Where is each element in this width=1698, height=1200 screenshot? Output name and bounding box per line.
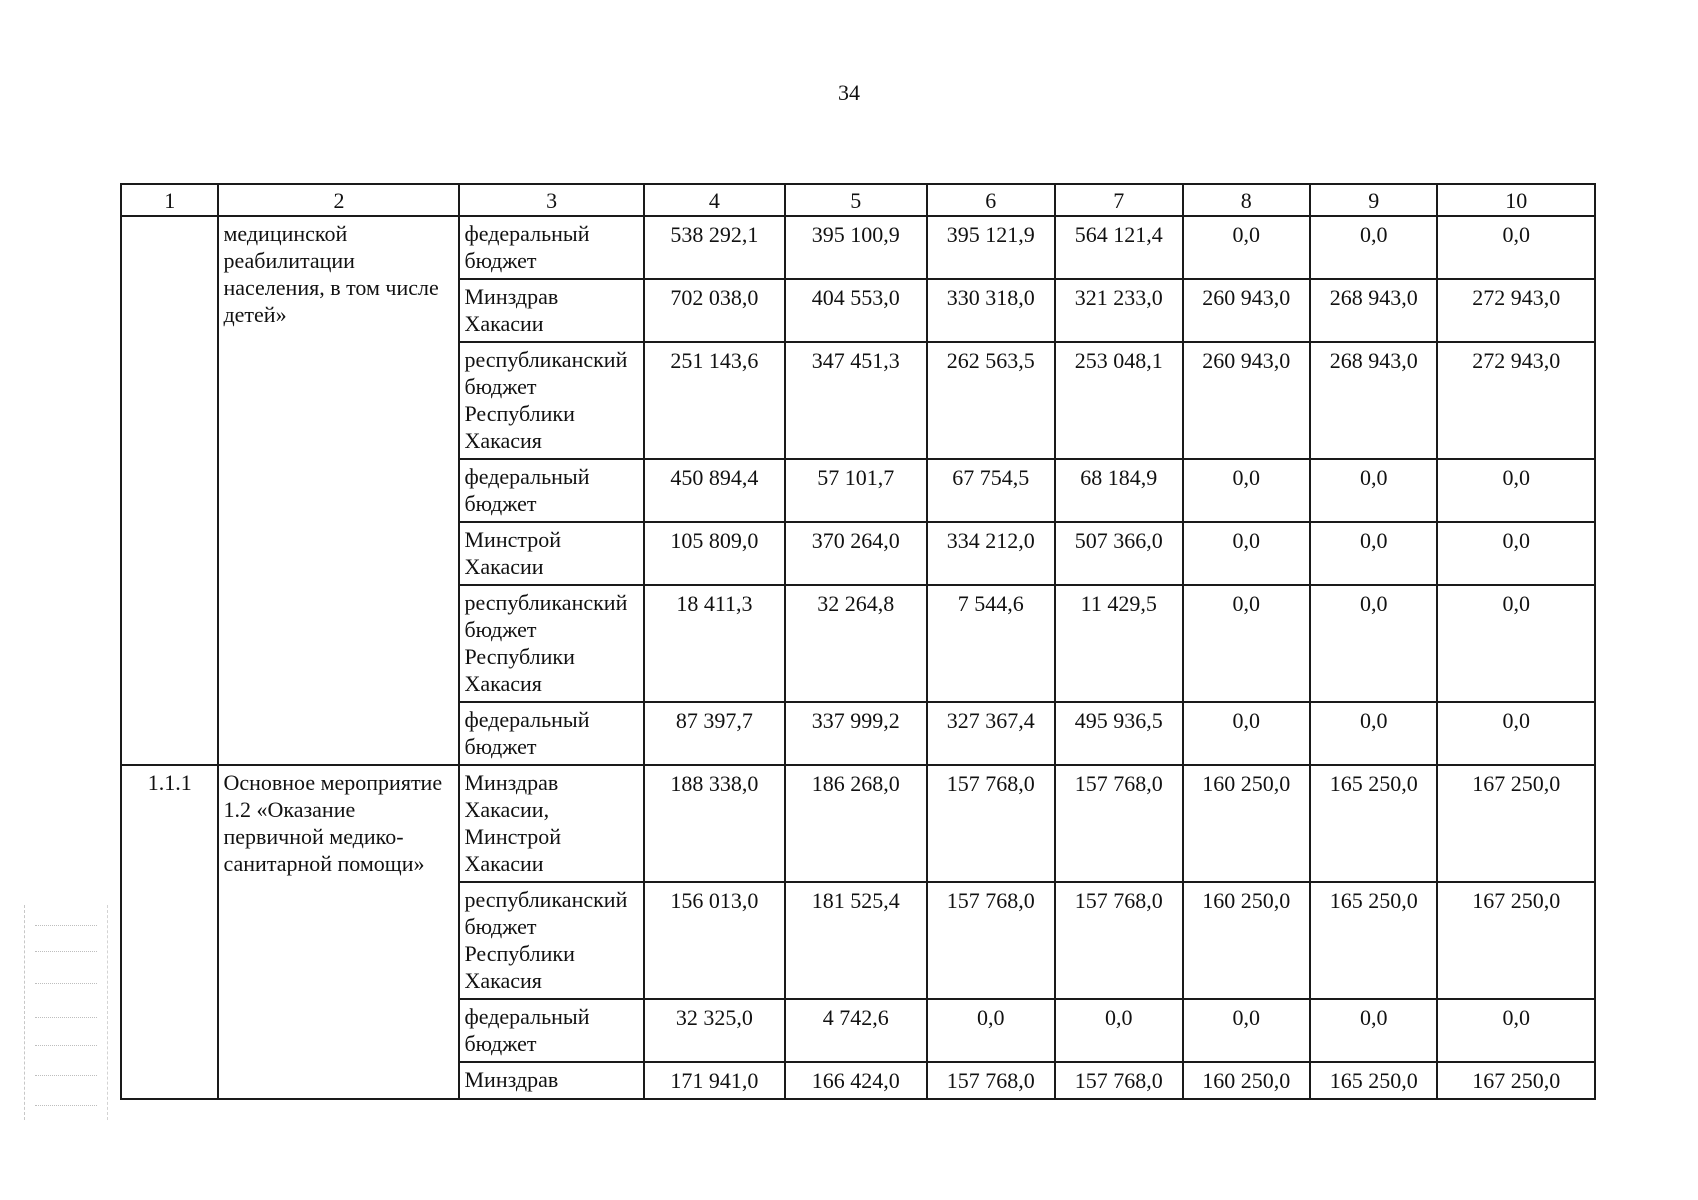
amount-cell-col7: 564 121,4 [1055,216,1182,279]
amount-cell-col10: 0,0 [1437,216,1595,279]
amount-cell-col5: 186 268,0 [785,765,926,882]
amount-cell-col4: 87 397,7 [644,702,785,765]
amount-cell-col8: 0,0 [1183,459,1310,522]
amount-cell-col6: 395 121,9 [927,216,1056,279]
amount-cell-col10: 0,0 [1437,702,1595,765]
amount-cell-col9: 0,0 [1310,522,1437,585]
amount-cell-col10: 0,0 [1437,999,1595,1062]
column-header-3: 3 [459,184,643,216]
column-header-5: 5 [785,184,926,216]
funding-source-cell: Минздрав [459,1062,643,1099]
header-row [121,184,1595,216]
funding-source-cell: республиканский бюджет Республики Хакасия [459,882,643,999]
funding-source-cell: федеральный бюджет [459,459,643,522]
amount-cell-col8: 0,0 [1183,702,1310,765]
amount-cell-col7: 321 233,0 [1055,279,1182,342]
amount-cell-col6: 157 768,0 [927,1062,1056,1099]
amount-cell-col5: 4 742,6 [785,999,926,1062]
amount-cell-col6: 0,0 [927,999,1056,1062]
column-header-9: 9 [1310,184,1437,216]
amount-cell-col7: 157 768,0 [1055,765,1182,882]
amount-cell-col6: 157 768,0 [927,765,1056,882]
amount-cell-col10: 167 250,0 [1437,765,1595,882]
funding-source-cell: Минздрав Хакасии, Минстрой Хакасии [459,765,643,882]
column-header-4: 4 [644,184,785,216]
amount-cell-col5: 337 999,2 [785,702,926,765]
funding-source-cell: республиканский бюджет Республики Хакасия [459,342,643,459]
amount-cell-col9: 0,0 [1310,459,1437,522]
table-body [121,184,1595,1099]
funding-source-cell: Минздрав Хакасии [459,279,643,342]
item-name-cell: медицинской реабилитации населения, в том числе детей» [218,216,459,765]
item-name-cell: Основное мероприятие 1.2 «Оказание первичной медико-санитарной помощи» [218,765,459,1099]
amount-cell-col7: 507 366,0 [1055,522,1182,585]
item-number-cell [121,216,218,765]
amount-cell-col7: 157 768,0 [1055,1062,1182,1099]
amount-cell-col7: 68 184,9 [1055,459,1182,522]
amount-cell-col9: 165 250,0 [1310,882,1437,999]
amount-cell-col5: 404 553,0 [785,279,926,342]
budget-table [120,183,1596,1100]
amount-cell-col6: 262 563,5 [927,342,1056,459]
amount-cell-col4: 702 038,0 [644,279,785,342]
amount-cell-col10: 167 250,0 [1437,1062,1595,1099]
funding-source-cell: федеральный бюджет [459,999,643,1062]
column-header-8: 8 [1183,184,1310,216]
amount-cell-col10: 0,0 [1437,459,1595,522]
amount-cell-col4: 171 941,0 [644,1062,785,1099]
amount-cell-col8: 0,0 [1183,522,1310,585]
amount-cell-col8: 0,0 [1183,999,1310,1062]
amount-cell-col5: 347 451,3 [785,342,926,459]
funding-source-cell: Минстрой Хакасии [459,522,643,585]
amount-cell-col5: 370 264,0 [785,522,926,585]
amount-cell-col9: 268 943,0 [1310,279,1437,342]
amount-cell-col10: 272 943,0 [1437,342,1595,459]
amount-cell-col4: 32 325,0 [644,999,785,1062]
amount-cell-col4: 105 809,0 [644,522,785,585]
amount-cell-col8: 260 943,0 [1183,279,1310,342]
amount-cell-col5: 395 100,9 [785,216,926,279]
column-header-1: 1 [121,184,218,216]
column-header-6: 6 [927,184,1056,216]
amount-cell-col7: 0,0 [1055,999,1182,1062]
margin-stamp-mark [24,905,108,1120]
item-number-cell: 1.1.1 [121,765,218,1099]
amount-cell-col4: 156 013,0 [644,882,785,999]
amount-cell-col5: 166 424,0 [785,1062,926,1099]
amount-cell-col6: 157 768,0 [927,882,1056,999]
amount-cell-col10: 167 250,0 [1437,882,1595,999]
funding-source-cell: федеральный бюджет [459,702,643,765]
funding-source-cell: федеральный бюджет [459,216,643,279]
column-header-7: 7 [1055,184,1182,216]
amount-cell-col8: 0,0 [1183,585,1310,702]
amount-cell-col6: 334 212,0 [927,522,1056,585]
amount-cell-col7: 253 048,1 [1055,342,1182,459]
amount-cell-col8: 160 250,0 [1183,765,1310,882]
column-header-2: 2 [218,184,459,216]
amount-cell-col9: 165 250,0 [1310,765,1437,882]
page-number: 34 [838,80,860,105]
amount-cell-col9: 165 250,0 [1310,1062,1437,1099]
column-header-10: 10 [1437,184,1595,216]
amount-cell-col5: 57 101,7 [785,459,926,522]
amount-cell-col4: 188 338,0 [644,765,785,882]
funding-source-cell: республиканский бюджет Республики Хакасия [459,585,643,702]
amount-cell-col4: 18 411,3 [644,585,785,702]
amount-cell-col10: 272 943,0 [1437,279,1595,342]
amount-cell-col6: 7 544,6 [927,585,1056,702]
amount-cell-col8: 160 250,0 [1183,882,1310,999]
amount-cell-col6: 327 367,4 [927,702,1056,765]
amount-cell-col8: 260 943,0 [1183,342,1310,459]
amount-cell-col7: 157 768,0 [1055,882,1182,999]
amount-cell-col8: 0,0 [1183,216,1310,279]
amount-cell-col9: 0,0 [1310,216,1437,279]
amount-cell-col9: 0,0 [1310,999,1437,1062]
amount-cell-col5: 32 264,8 [785,585,926,702]
amount-cell-col6: 330 318,0 [927,279,1056,342]
amount-cell-col8: 160 250,0 [1183,1062,1310,1099]
amount-cell-col9: 268 943,0 [1310,342,1437,459]
amount-cell-col4: 450 894,4 [644,459,785,522]
amount-cell-col10: 0,0 [1437,585,1595,702]
amount-cell-col7: 495 936,5 [1055,702,1182,765]
amount-cell-col9: 0,0 [1310,702,1437,765]
amount-cell-col9: 0,0 [1310,585,1437,702]
amount-cell-col4: 538 292,1 [644,216,785,279]
amount-cell-col6: 67 754,5 [927,459,1056,522]
amount-cell-col5: 181 525,4 [785,882,926,999]
table-row [121,216,1595,279]
table-row [121,765,1595,882]
amount-cell-col10: 0,0 [1437,522,1595,585]
amount-cell-col7: 11 429,5 [1055,585,1182,702]
amount-cell-col4: 251 143,6 [644,342,785,459]
